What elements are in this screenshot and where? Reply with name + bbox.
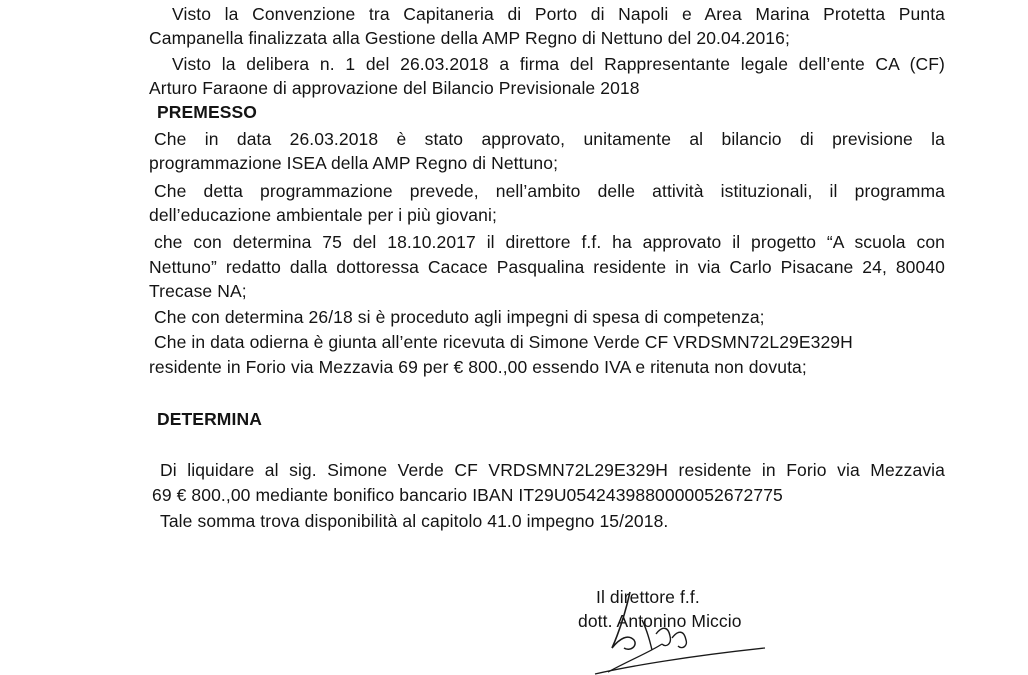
- signature-role: Il direttore f.f.: [596, 587, 700, 607]
- premesso-p1-line-1: Che in data 26.03.2018 è stato approvato, unitamente al bilancio di previsione la: [154, 129, 945, 149]
- premesso-heading: PREMESSO: [157, 102, 257, 122]
- visto-convenzione-line-1: Visto la Convenzione tra Capitaneria di Porto di Napoli e Area Marina Protetta Punta: [172, 4, 945, 24]
- premesso-p3-line-2: Nettuno” redatto dalla dottoressa Cacace Pasqualina residente in via Carlo Pisacane 24, 80040: [149, 257, 945, 277]
- visto-delibera-line-1: Visto la delibera n. 1 del 26.03.2018 a firma del Rappresentante legale dell’ente CA (CF): [172, 54, 945, 74]
- visto-convenzione-line-2: Campanella finalizzata alla Gestione della AMP Regno di Nettuno del 20.04.2016;: [149, 28, 790, 48]
- signature-name: dott. Antonino Miccio: [578, 611, 742, 631]
- premesso-p5-line-2: residente in Forio via Mezzavia 69 per € 800.,00 essendo IVA e ritenuta non dovuta;: [149, 357, 807, 377]
- premesso-p2-line-2: dell’educazione ambientale per i più giovani;: [149, 205, 497, 225]
- visto-delibera-line-2: Arturo Faraone di approvazione del Bilancio Previsionale 2018: [149, 78, 640, 98]
- determina-d2-line-1: Tale somma trova disponibilità al capitolo 41.0 impegno 15/2018.: [160, 511, 669, 531]
- premesso-p3-line-1: che con determina 75 del 18.10.2017 il direttore f.f. ha approvato il progetto “A scuola con: [154, 232, 945, 252]
- determina-d1-line-1: Di liquidare al sig. Simone Verde CF VRDSMN72L29E329H residente in Forio via Mezzavia: [160, 460, 945, 480]
- premesso-p5-line-1: Che in data odierna è giunta all’ente ricevuta di Simone Verde CF VRDSMN72L29E329H: [154, 332, 853, 352]
- premesso-p1-line-2: programmazione ISEA della AMP Regno di Nettuno;: [149, 153, 559, 173]
- determina-heading: DETERMINA: [157, 409, 262, 429]
- premesso-p2-line-1: Che detta programmazione prevede, nell’ambito delle attività istituzionali, il programma: [154, 181, 945, 201]
- determina-d1-line-2: 69 € 800.,00 mediante bonifico bancario IBAN IT29U0542439880000052672775: [152, 485, 783, 505]
- premesso-p4-line-1: Che con determina 26/18 si è proceduto agli impegni di spesa di competenza;: [154, 307, 765, 327]
- premesso-p3-line-3: Trecase NA;: [149, 281, 247, 301]
- handwritten-signature: [590, 590, 770, 675]
